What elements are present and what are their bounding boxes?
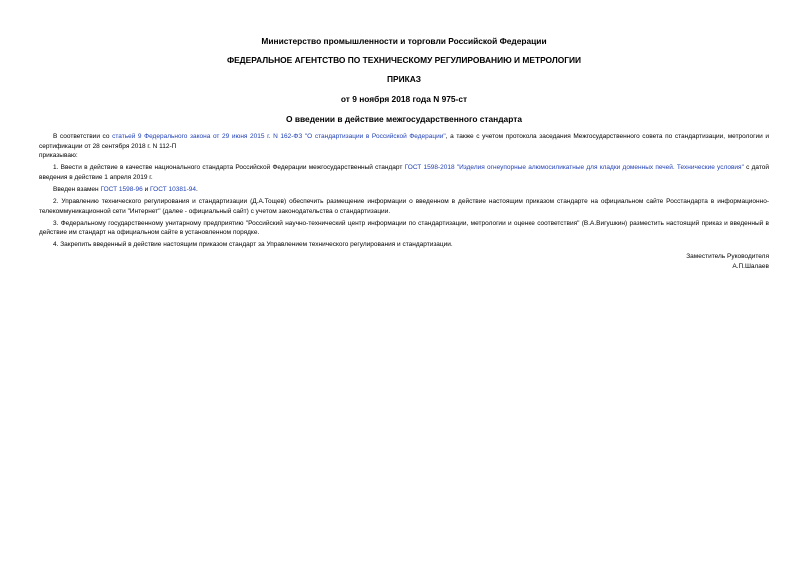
preamble-text-1: В соответствии со xyxy=(53,133,113,140)
federal-law-link[interactable]: статьей 9 Федерального закона от 29 июня 2015 г. N 162-ФЗ "О стандартизации в Российской Федерации" xyxy=(112,133,446,140)
agency-heading: ФЕДЕРАЛЬНОЕ АГЕНТСТВО ПО ТЕХНИЧЕСКОМУ РЕГУЛИРОВАНИЮ И МЕТРОЛОГИИ xyxy=(226,55,582,65)
item-4-paragraph: 4. Закрепить введенный в действие настоящим приказом стандарт за Управлением технического регулирования и стандартизации. xyxy=(53,241,453,249)
document-body xyxy=(39,132,769,271)
replacement-paragraph xyxy=(39,185,769,195)
item-1-text-2: с датой введения в действие 1 апреля 2019 г. xyxy=(39,164,770,181)
gost-10381-94-link[interactable]: ГОСТ 10381-94 xyxy=(150,185,196,193)
signatory-position: Заместитель Руководителя xyxy=(686,253,769,261)
subject-heading: О введении в действие межгосударственного стандарта xyxy=(286,114,522,124)
item-1-text-1: 1. Ввести в действие в качестве национального стандарта Российской Федерации межгосударственный стандарт xyxy=(53,164,405,172)
replace-text-2: и xyxy=(142,185,151,193)
ministry-heading: Министерство промышленности и торговли Российской Федерации xyxy=(261,36,547,46)
item-2-paragraph: 2. Управлению технического регулирования и стандартизации (Д.А.Тощев) обеспечить размещение информации о введенном в действие настоящим приказом стандарте на официальном сайте Росстандарта в информационно-телекоммуникационной сети "Интернет" (далее - официальный сайт) с учетом законодательства о стандартизации. xyxy=(39,198,769,215)
order-word: приказываю: xyxy=(39,152,78,160)
preamble-text-2: , а также с учетом протокола заседания Межгосударственного совета по стандартизации, метрологии и сертификации от 28 сентября 2018 г. N 112-П xyxy=(39,133,769,150)
doc-type-heading: ПРИКАЗ xyxy=(386,74,422,84)
gost-1598-2018-link[interactable]: ГОСТ 1598-2018 "Изделия огнеупорные алюмосиликатные для кладки доменных печей. Технические условия" xyxy=(404,164,744,172)
gost-1598-96-link[interactable]: ГОСТ 1598-96 xyxy=(100,185,143,193)
replace-text-1: Введен взамен xyxy=(53,185,101,193)
item-3-paragraph: 3. Федеральному государственному унитарному предприятию "Российский научно-технический центр информации по стандартизации, метрологии и оценке соответствия" (В.А.Вигушкин) разместить настоящий приказ и введенный в действие им стандарт на официальном сайте в установленном порядке. xyxy=(39,219,769,237)
signatory-name: А.П.Шалаев xyxy=(732,262,769,270)
date-number-heading: от 9 ноября 2018 года N 975-ст xyxy=(340,94,468,104)
replace-text-3: . xyxy=(195,185,198,193)
item-1-paragraph xyxy=(39,163,769,182)
preamble-paragraph xyxy=(39,132,769,151)
